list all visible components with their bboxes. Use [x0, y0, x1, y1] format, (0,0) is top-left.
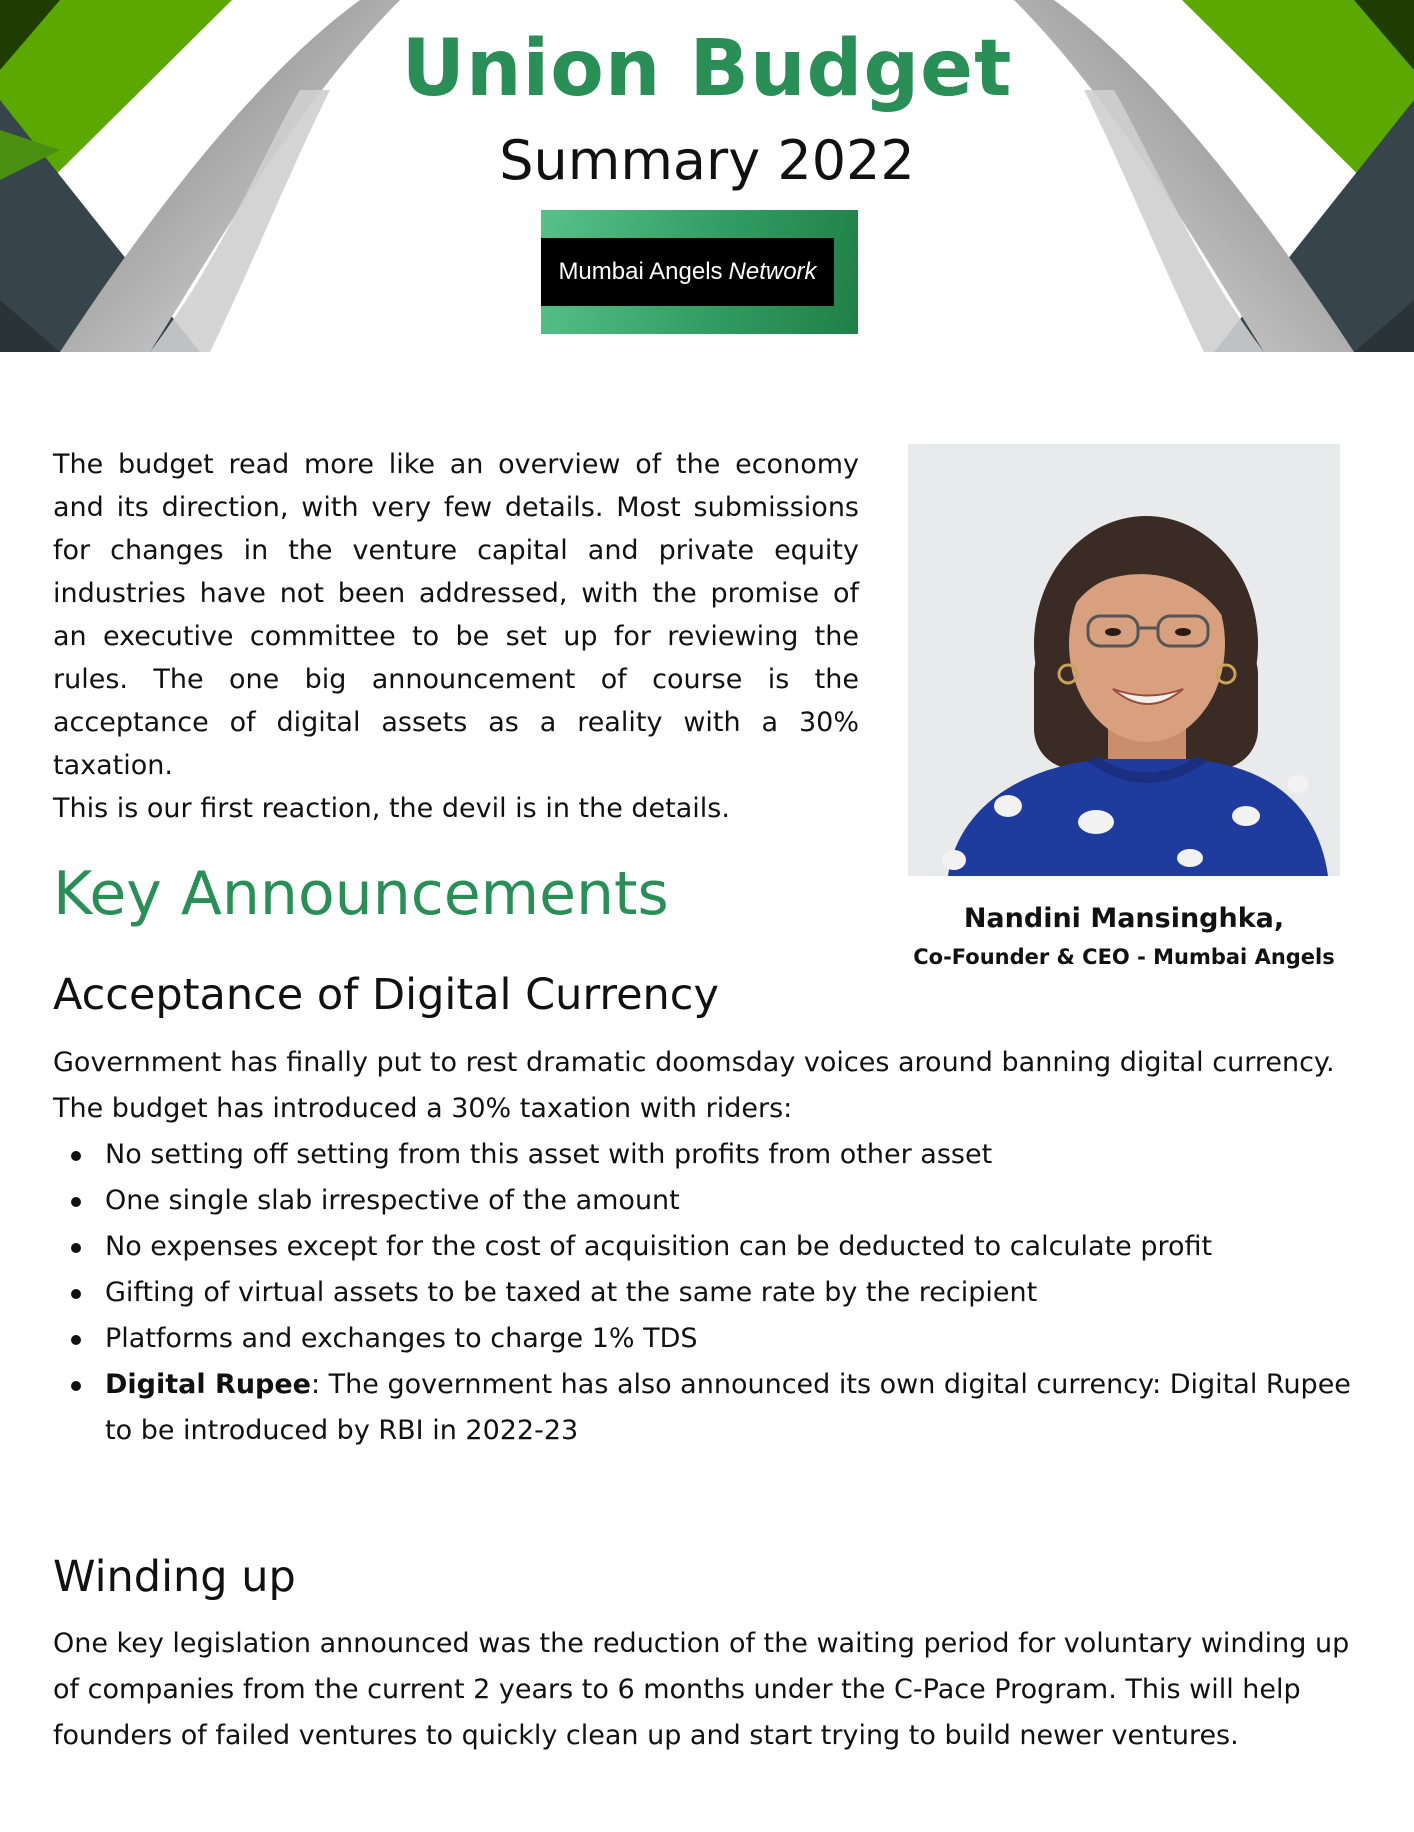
digital-currency-para-2: The budget has introduced a 30% taxation with riders: — [53, 1093, 793, 1124]
key-announcements-heading: Key Announcements — [53, 859, 669, 929]
winding-up-heading: Winding up — [53, 1552, 296, 1602]
profile-photo-image — [908, 444, 1340, 876]
list-item: Gifting of virtual assets to be taxed at the same rate by the recipient — [105, 1270, 1373, 1316]
page-title: Union Budget — [401, 24, 1013, 114]
list-item: No expenses except for the cost of acquisition can be deducted to calculate profit — [105, 1224, 1373, 1270]
digital-rupee-label: Digital Rupee — [105, 1369, 311, 1400]
mumbai-angels-logo — [541, 210, 858, 334]
list-item-digital-rupee — [105, 1362, 1373, 1454]
logo-text-main: Mumbai Angels — [558, 258, 723, 285]
logo-text-italic: Network — [728, 258, 817, 285]
winding-up-paragraph: One key legislation announced was the reduction of the waiting period for voluntary winding up of companies from the current 2 years to 6 months under the C-Pace Program. This will help founders of failed ventures to quickly clean up and start trying to build newer ventures. — [53, 1628, 1350, 1751]
page-subtitle: Summary 2022 — [499, 129, 915, 192]
intro-paragraph: The budget read more like an overview of the economy and its direction, with very few details. Most submissions for changes in the venture capital and private equity industries have not been addressed, with the promise of an executive committee to be set up for reviewing the rules. The one big announcement of course is the acceptance of digital assets as a reality with a 30% taxation. — [53, 449, 859, 781]
tax-riders-list — [53, 1132, 1373, 1454]
intro-closing: This is our first reaction, the devil is in the details. — [53, 793, 730, 824]
profile-photo — [908, 444, 1340, 876]
digital-currency-heading: Acceptance of Digital Currency — [53, 970, 719, 1020]
profile-role: Co-Founder & CEO - Mumbai Angels — [913, 945, 1335, 969]
winding-up-section — [53, 1621, 1373, 1759]
digital-rupee-text: : The government has also announced its own digital currency: Digital Rupee to be introduced by RBI in 2022-23 — [105, 1369, 1351, 1446]
header-banner — [0, 0, 1414, 352]
intro-section — [53, 443, 859, 830]
list-item: One single slab irrespective of the amount — [105, 1178, 1373, 1224]
profile-name: Nandini Mansinghka, — [963, 903, 1285, 934]
logo-text — [541, 238, 834, 306]
digital-currency-para-1: Government has finally put to rest dramatic doomsday voices around banning digital currency. — [53, 1047, 1335, 1078]
list-item: No setting off setting from this asset with profits from other asset — [105, 1132, 1373, 1178]
digital-currency-section — [53, 1040, 1373, 1454]
list-item: Platforms and exchanges to charge 1% TDS — [105, 1316, 1373, 1362]
